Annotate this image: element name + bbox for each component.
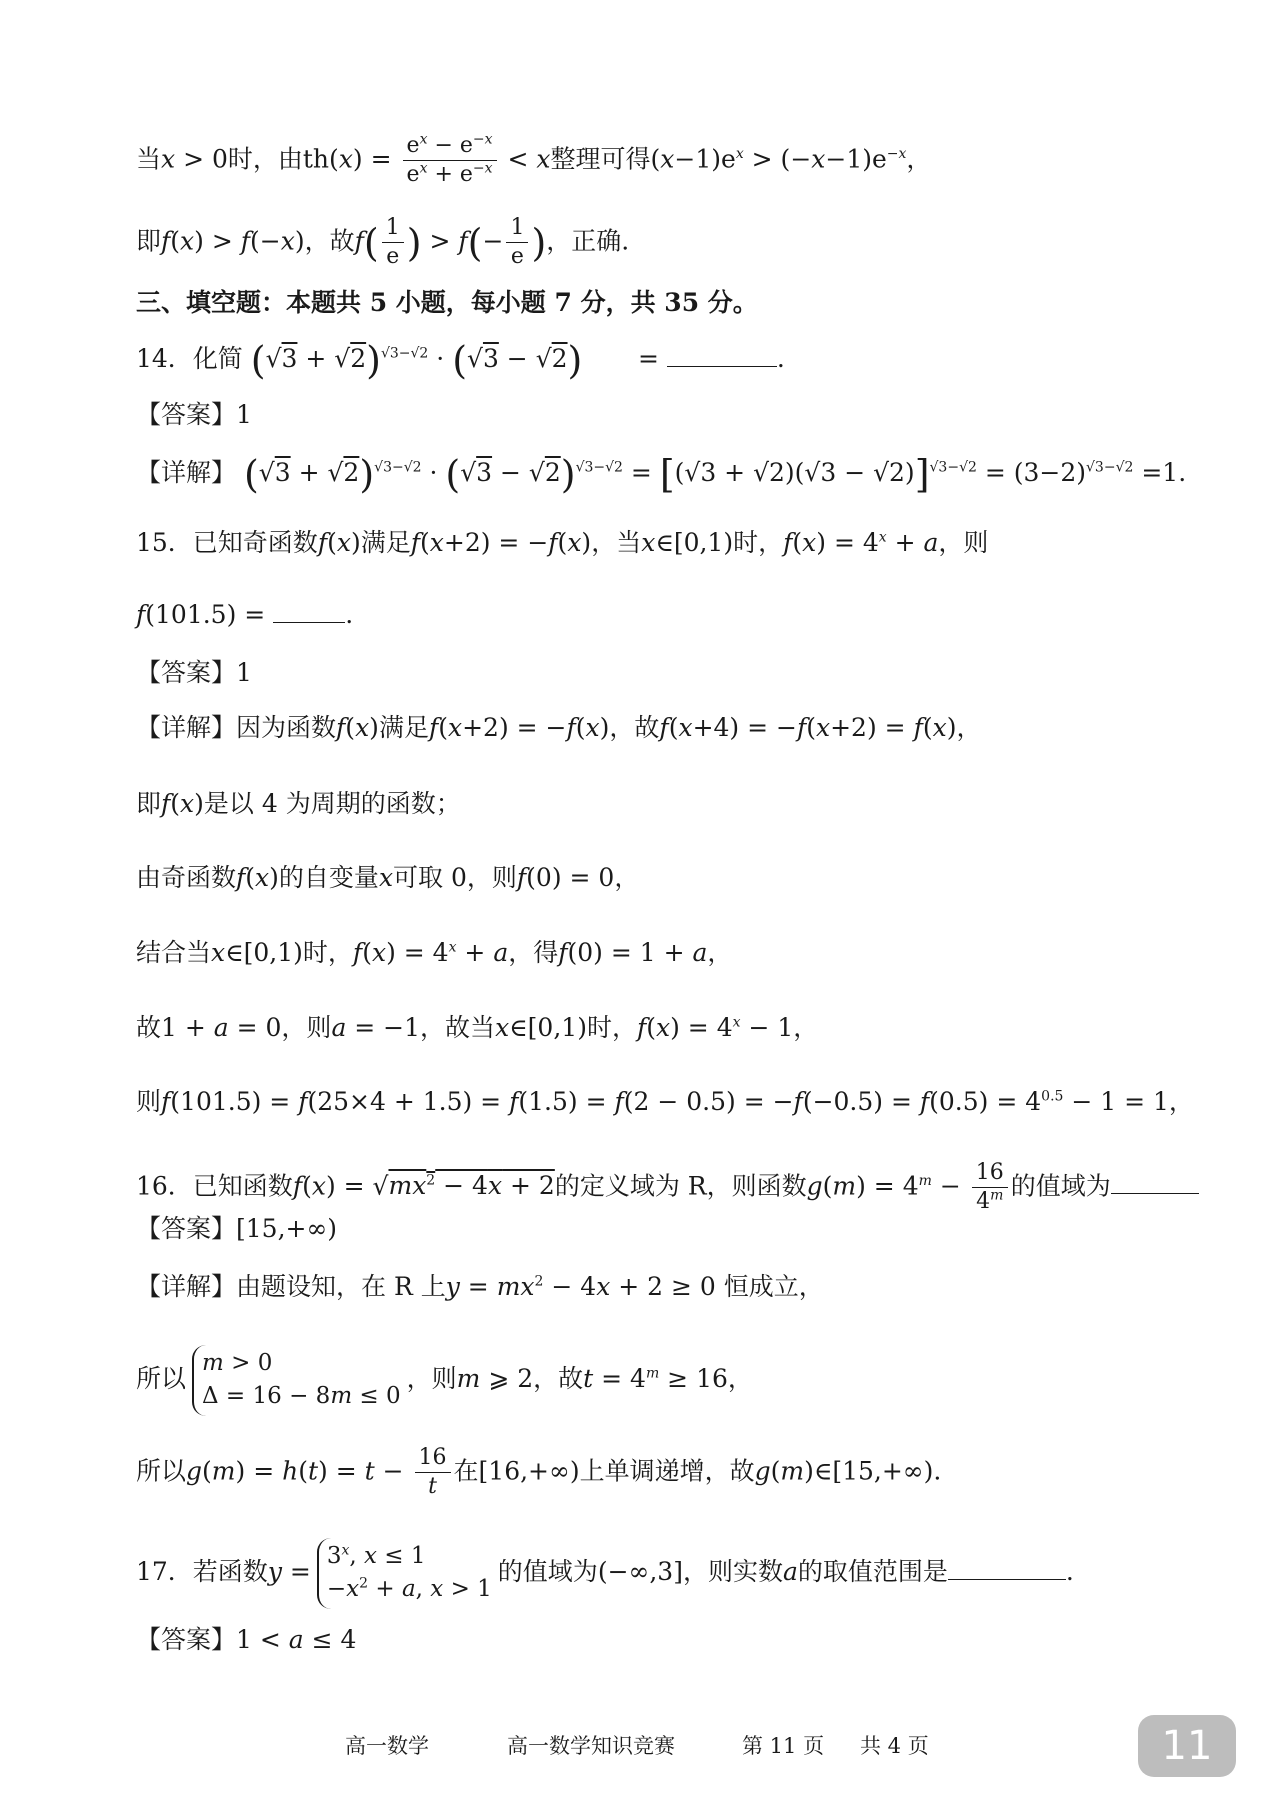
detail-16-c: 所以g(m) = h(t) = t − $\frac{16}{t}$ 在[16,+∞)上单调递增，故g(m)∈[15,+∞). — [136, 1445, 942, 1500]
detail-16-a: 【详解】由题设知，在 R 上$y = mx^2 - 4x + 2 \ge 0$ 恒成立， — [136, 1272, 824, 1301]
line-conclusion: 即f(x) > f(−x)，故f( $\frac{1}{e}$ ) > f(− $\frac{1}{e}$ )，正确. — [136, 215, 630, 270]
section-heading: 三、填空题：本题共 5 小题，每小题 7 分，共 35 分。 — [136, 288, 758, 317]
detail-15-a: 【详解】因为函数f(x)满足f(x+2) = −f(x)，故f(x+4) = −f(x+2) = f(x)， — [136, 713, 982, 742]
answer-16: 【答案】[15,+∞) — [136, 1214, 338, 1243]
footer-subject: 高一数学 — [345, 1734, 429, 1758]
line-th-inequality: 当x > 0时，由th(x) = $\frac{e^x - e^{-x}}{e^x + e^{-x}}$ < x整理可得$(x-1)e^x > (-x-1)e^{-x}$， — [136, 131, 932, 188]
detail-15-c: 由奇函数f(x)的自变量x可取 0，则f(0) = 0， — [136, 863, 640, 892]
detail-14: 【详解】 $(√3 + √2)^{√3-√2} \cdot (√3 - √2)^{√3-√2} = [(√3 + √2)(√3 - √2)]^{√3-√2} = (3-2)^{√3-√2} =1$. — [136, 452, 1187, 497]
page-indicator-badge: 11 — [1138, 1715, 1236, 1777]
detail-15-e: 故1 + a = 0，则a = −1，故当x∈[0,1)时，$f(x) = 4^x - 1$， — [136, 1013, 819, 1042]
question-16: 16．已知函数$f(x) = √mx^2 - 4x + 2$的定义域为 R，则函数$g(m) = 4^m$ − $\frac{16}{4^m}$ 的值域为 — [136, 1160, 1199, 1216]
detail-15-f: 则$f(101.5) = f(25\times 4 + 1.5) = f(1.5) = f(2 - 0.5) = -f(-0.5) = f(0.5) = 4^{0.5} - 1 = 1$， — [136, 1087, 1194, 1116]
answer-14: 【答案】1 — [136, 400, 252, 429]
detail-16-b: 所以m > 0 Δ = 16 − 8m ≤ 0，则m ⩾ 2，故$t = 4^m \ge 16$， — [136, 1345, 753, 1416]
footer-page-number: 第 11 页 — [742, 1734, 825, 1758]
question-15-blank: f(101.5) = . — [136, 600, 354, 629]
question-17: 17．若函数$y =3^x$, x ≤ 1 $-x^2 + a$, x > 1的值域为(−∞,3]，则实数a的取值范围是 . — [136, 1538, 1074, 1609]
answer-17: 【答案】1 < a ≤ 4 — [136, 1625, 357, 1654]
footer-contest: 高一数学知识竞赛 — [507, 1734, 675, 1758]
footer-total-pages: 共 4 页 — [860, 1734, 929, 1758]
detail-15-d: 结合当x∈[0,1)时，$f(x) = 4^x + a$，得f(0) = 1 + a， — [136, 938, 733, 967]
question-14: 14．化简 $(√3 + √2)^{√3-√2} \cdot (√3 - √2)$ = . — [136, 338, 785, 383]
answer-15: 【答案】1 — [136, 658, 252, 687]
detail-15-b: 即f(x)是以 4 为周期的函数； — [136, 789, 461, 818]
question-15: 15．已知奇函数f(x)满足f(x+2) = −f(x)，当x∈[0,1)时，$f(x) = 4^x + a$，则 — [136, 528, 989, 557]
